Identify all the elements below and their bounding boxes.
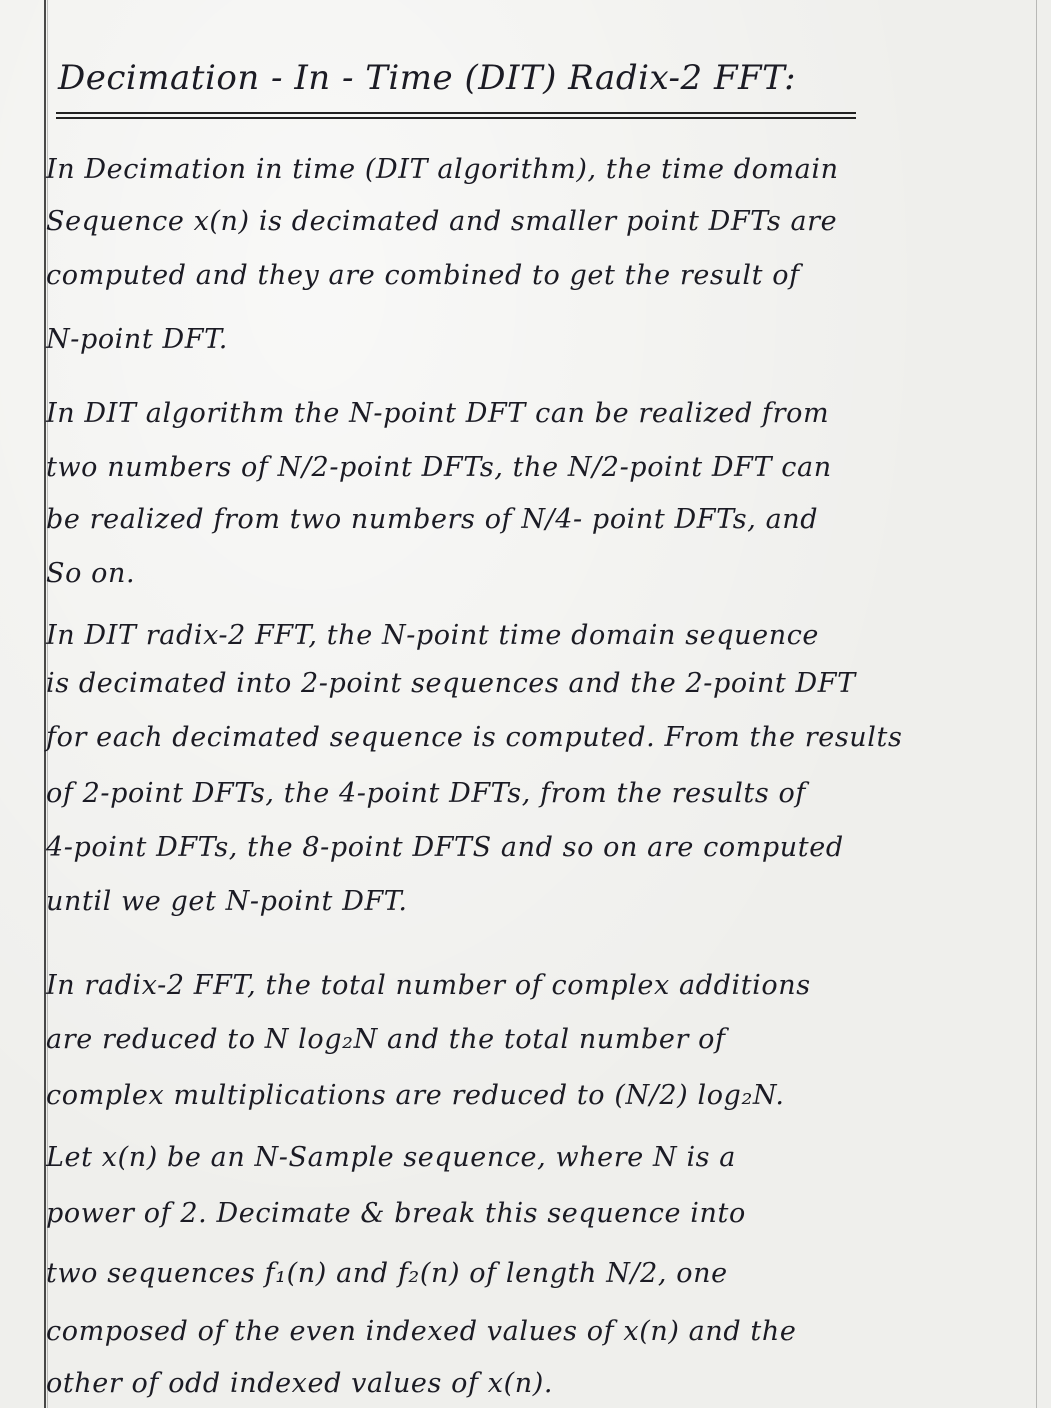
paragraph-3-line-1: In DIT radix-2 FFT, the N-point time domain sequence (46, 620, 819, 651)
title-underline (56, 112, 856, 114)
paragraph-2-line-1: In DIT algorithm the N-point DFT can be realized from (46, 398, 830, 429)
paragraph-4-line-5: power of 2. Decimate & break this sequence into (46, 1198, 746, 1229)
paragraph-4-line-6: two sequences f₁(n) and f₂(n) of length N/2, one (46, 1258, 728, 1289)
paragraph-3-line-4: of 2-point DFTs, the 4-point DFTs, from the results of (46, 778, 806, 809)
paragraph-1-line-2: Sequence x(n) is decimated and smaller point DFTs are (46, 206, 838, 237)
paragraph-2-line-4: So on. (46, 558, 136, 589)
paragraph-4-line-8: other of odd indexed values of x(n). (46, 1368, 554, 1399)
paragraph-3-line-5: 4-point DFTs, the 8-point DFTS and so on are computed (46, 832, 844, 863)
page-title: Decimation - In - Time (DIT) Radix-2 FFT: (58, 58, 797, 98)
paragraph-4-line-4: Let x(n) be an N-Sample sequence, where N is a (46, 1142, 737, 1173)
paragraph-3-line-2: is decimated into 2-point sequences and the 2-point DFT (46, 668, 856, 699)
paragraph-1-line-3: computed and they are combined to get the result of (46, 260, 800, 291)
paragraph-2-line-3: be realized from two numbers of N/4- point DFTs, and (46, 504, 819, 535)
page-edge (1036, 0, 1037, 1408)
paragraph-2-line-2: two numbers of N/2-point DFTs, the N/2-point DFT can (46, 452, 832, 483)
paragraph-1-line-1: In Decimation in time (DIT algorithm), the time domain (46, 154, 839, 185)
paragraph-4-line-7: composed of the even indexed values of x(n) and the (46, 1316, 797, 1347)
paragraph-3-line-3: for each decimated sequence is computed. From the results (46, 722, 903, 753)
paragraph-3-line-6: until we get N-point DFT. (46, 886, 408, 917)
paragraph-4-line-3: complex multiplications are reduced to (N/2) log₂N. (46, 1080, 785, 1111)
paragraph-4-line-1: In radix-2 FFT, the total number of complex additions (46, 970, 811, 1001)
paragraph-4-line-2: are reduced to N log₂N and the total number of (46, 1024, 726, 1055)
paragraph-1-line-4: N-point DFT. (46, 324, 228, 355)
title-underline-second (56, 117, 856, 119)
